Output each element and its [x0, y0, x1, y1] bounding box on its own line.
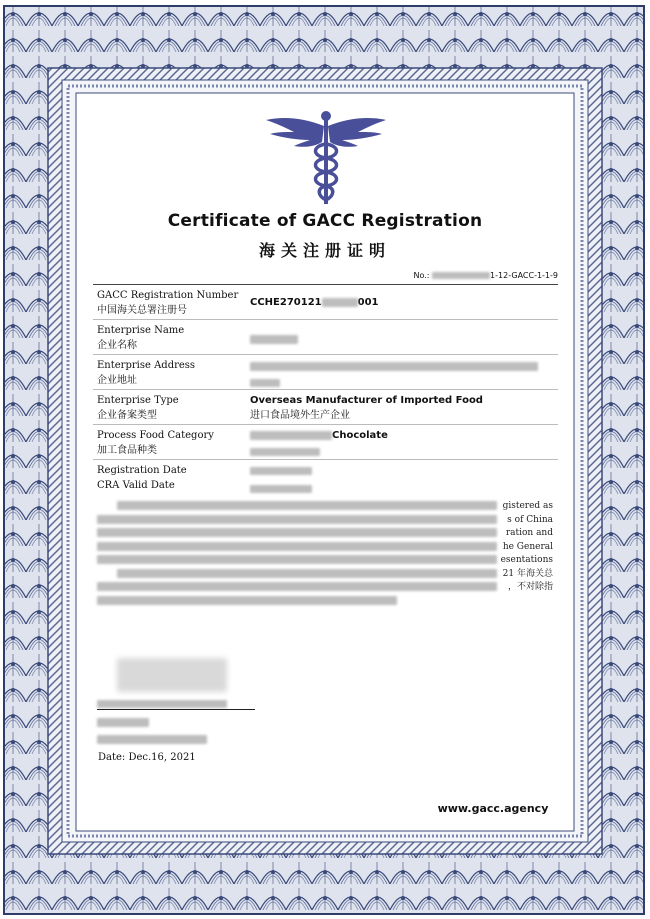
field-label: GACC Registration Number 中国海关总署注册号 [97, 290, 239, 316]
field-label: Process Food Category 加工食品种类 [97, 430, 214, 456]
redacted-block [97, 528, 497, 537]
redacted-block [117, 658, 227, 692]
paragraph-fragment: ration and [505, 528, 553, 538]
field-value: CCHE270121 001 [250, 297, 379, 308]
paragraph-fragment: 21 年海关总 [502, 568, 553, 579]
redacted-block [250, 379, 280, 387]
table-row [93, 355, 558, 390]
redacted-block [250, 485, 312, 493]
field-value [250, 359, 538, 389]
redacted-block [117, 501, 497, 510]
field-value [250, 332, 298, 347]
paragraph-fragment: gistered as [502, 501, 553, 511]
table-row [93, 320, 558, 355]
certificate-title: Certificate of GACC Registration [167, 211, 483, 231]
certificate-number-suffix: 1-12-GACC-1-1-9 [490, 271, 558, 280]
field-label: Registration Date CRA Valid Date [97, 465, 187, 491]
redacted-block [97, 718, 149, 727]
caduceus-emblem-icon [264, 108, 388, 208]
paragraph-fragment: s of China [507, 514, 553, 525]
field-label: Enterprise Type 企业备案类型 [97, 395, 179, 421]
redacted-block [322, 298, 358, 307]
table-row [93, 425, 558, 460]
table-row [93, 390, 558, 425]
redacted-block [97, 596, 397, 605]
redacted-block [97, 735, 207, 744]
certificate-title-cn: 海关注册证明 [258, 241, 391, 260]
website-label: www.gacc.agency [428, 795, 558, 823]
signature-line [97, 709, 255, 710]
table-row [93, 285, 558, 320]
certificate-number-label: No.: [413, 271, 433, 280]
certificate-number [414, 271, 559, 280]
redacted-block [250, 467, 312, 475]
redacted-block [97, 542, 497, 551]
redacted-block [432, 272, 490, 279]
declaration-paragraph [97, 500, 557, 608]
redacted-block [250, 448, 320, 456]
paragraph-fragment: ，不对除指 [507, 582, 553, 592]
redacted-block [250, 362, 538, 371]
field-label: Enterprise Name 企业名称 [97, 325, 185, 351]
issue-date: Date: Dec.16, 2021 [98, 752, 196, 763]
redacted-block [117, 569, 497, 578]
redacted-block [97, 582, 497, 591]
redacted-block [97, 515, 497, 524]
redacted-block [97, 700, 227, 708]
registration-details-table [93, 284, 558, 494]
redacted-block [250, 335, 298, 344]
field-value: Chocolate [250, 428, 388, 458]
redacted-block [250, 431, 332, 440]
field-value: Overseas Manufacturer of Imported Food 进口食品境外生产企业 [250, 395, 483, 421]
field-value [250, 464, 312, 494]
paragraph-fragment: esentations [500, 555, 553, 565]
redacted-block [97, 555, 497, 564]
paragraph-fragment: he General [502, 541, 553, 552]
table-row [93, 460, 558, 494]
field-label: Enterprise Address 企业地址 [97, 360, 196, 386]
